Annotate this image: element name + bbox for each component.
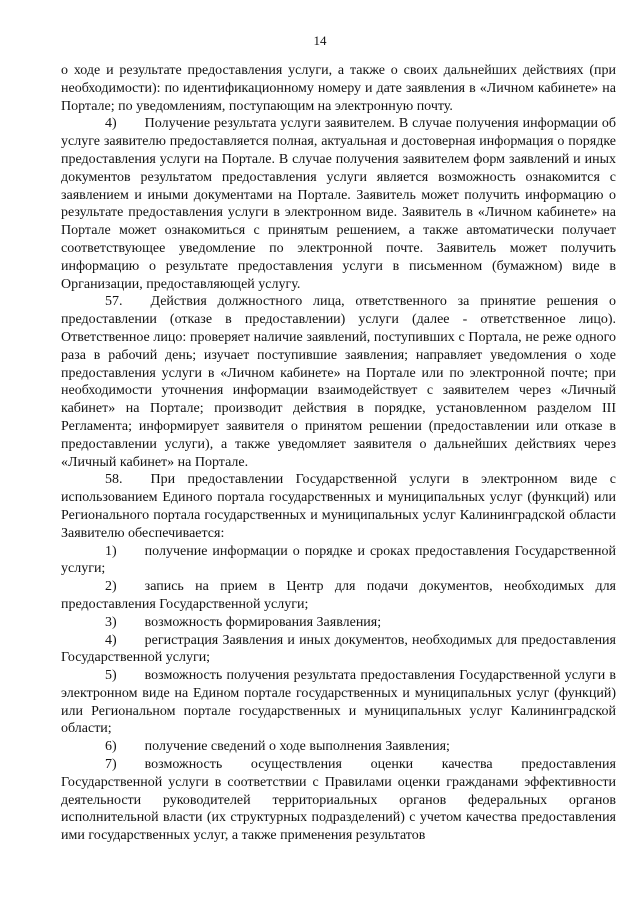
paragraph-item-4-receiving-result: 4) Получение результата услуги заявителем. В случае получения информации об услуге заявителю предоставляется полная, актуальная и достоверная информация о порядке предоставления услуги на Портале. В случае получения заявителем форм заявлений и иных документов результатом предоставления услуги является возможность ознакомится с заявлением и иными документами на Портале. Заявитель может получить информацию о результате предоставления услуги в электронном виде. Заявитель в «Личном кабинете» на Портале может ознакомиться с принятым решением, а также автоматически получает соответствующее уведомление по электронной почте. Заявитель может получить информацию о результате предоставления услуги в письменном (бумажном) виде в Организации, предоставляющей услугу. — [61, 116, 616, 292]
document-body — [61, 62, 616, 845]
paragraph-continuation: о ходе и результате предоставления услуги, а также о своих дальнейших действиях (при необходимости): по идентификационному номеру и дате заявления в «Личном кабинете» на Портале; по уведомлениям, поступающим на электронную почту. — [61, 63, 616, 114]
list-item-3: 3) возможность формирования Заявления; — [105, 614, 382, 630]
paragraph-57: 57. Действия должностного лица, ответственного за принятие решения о предоставлении (отказе в предоставлении) услуги (далее - ответственное лицо). Ответственное лицо: проверяет наличие заявлений, поступивших с Портала, не реже одного раза в рабочий день; изучает поступившие заявления; направляет уведомления о ходе предоставления услуги в «Личном кабинете» на Портале или по электронной почте; при необходимости уточнения информации взаимодействует с заявителем через «Личный кабинет» на Портале; производит действия в порядке, установленном разделом III Регламента; информирует заявителя о принятом решении (предоставлении или отказе в предоставлении услуги), а также уведомляет заявителя о дальнейших действиях через «Личный кабинет» на Портале. — [61, 294, 616, 470]
list-item-2: 2) запись на прием в Центр для подачи документов, необходимых для предоставления Государственной услуги; — [61, 579, 616, 612]
list-item-6: 6) получение сведений о ходе выполнения Заявления; — [105, 739, 450, 755]
list-item-1: 1) получение информации о порядке и сроках предоставления Государственной услуги; — [61, 543, 616, 577]
list-item-7: 7) возможность осуществления оценки качества предоставления Государственной услуги в соответствии с Правилами оценки гражданами эффективности деятельности руководителей территориальных органов федеральных органов исполнительной власти (их структурных подразделений) с учетом качества предоставления ими государственных услуг, а также применения результатов — [61, 757, 616, 844]
page-number: 14 — [313, 33, 327, 48]
list-item-5: 5) возможность получения результата предоставления Государственной услуги в электронном виде на Едином портале государственных и муниципальных услуг (функций) или Региональном портале государственных и муниципальных услуг Калининградской области; — [61, 668, 616, 737]
paragraph-58: 58. При предоставлении Государственной услуги в электронном виде с использованием Единого портала государственных и муниципальных услуг (функций) или Регионального портала государственных и муниципальных услуг Калининградской области Заявителю обеспечивается: — [61, 472, 616, 541]
list-item-4: 4) регистрация Заявления и иных документов, необходимых для предоставления Государственной услуги; — [61, 632, 616, 666]
